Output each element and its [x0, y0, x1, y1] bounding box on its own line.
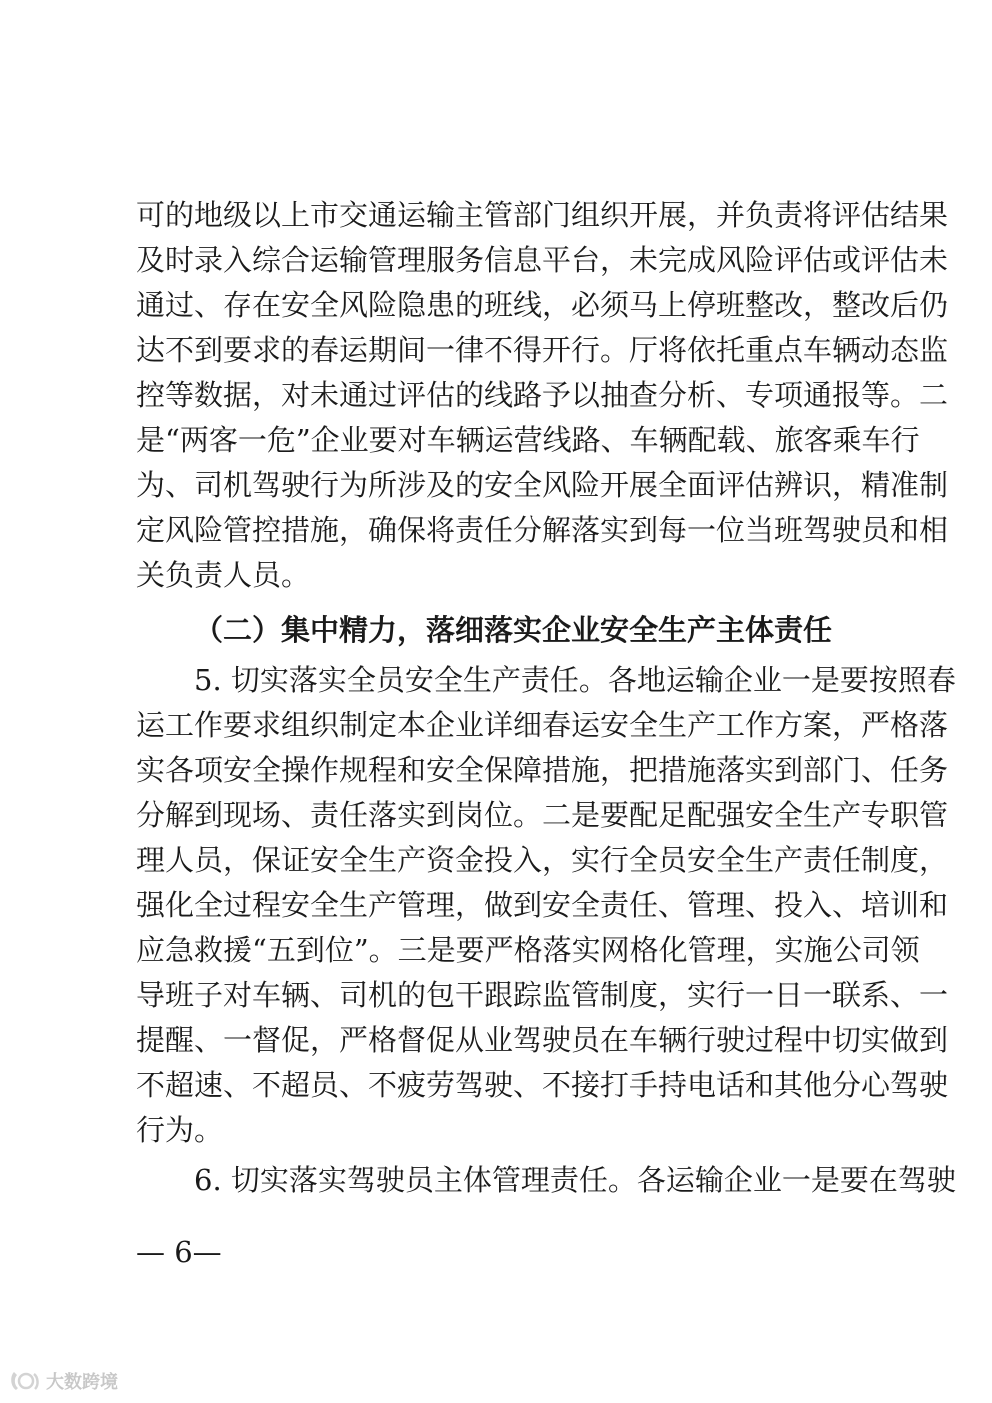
body-line-1: 可的地级以上市交通运输主管部门组织开展，并负责将评估结果 [136, 198, 949, 232]
paragraph-5-line-5: 理人员，保证安全生产资金投入，实行全员安全生产责任制度， [136, 843, 949, 877]
body-line-7: 为、司机驾驶行为所涉及的安全风险开展全面评估辨识，精准制 [136, 468, 949, 502]
watermark-logo-icon [8, 1368, 42, 1394]
page-number: — 6— [136, 1235, 222, 1269]
paragraph-5-line-1: 5. 切实落实全员安全生产责任。各地运输企业一是要按照春 [194, 663, 956, 697]
body-line-4: 达不到要求的春运期间一律不得开行。厅将依托重点车辆动态监 [136, 333, 949, 367]
watermark-text: 大数跨境 [46, 1372, 118, 1393]
paragraph-5-line-7: 应急救援“五到位”。三是要严格落实网格化管理，实施公司领 [136, 933, 920, 967]
paragraph-5-line-10: 不超速、不超员、不疲劳驾驶、不接打手持电话和其他分心驾驶 [136, 1068, 949, 1102]
watermark [8, 1368, 118, 1394]
paragraph-5-line-6: 强化全过程安全生产管理，做到安全责任、管理、投入、培训和 [136, 888, 949, 922]
paragraph-5-line-2: 运工作要求组织制定本企业详细春运安全生产工作方案，严格落 [136, 708, 949, 742]
section-heading: （二）集中精力，落细落实企业安全生产主体责任 [194, 613, 833, 647]
paragraph-5-line-11: 行为。 [136, 1113, 224, 1147]
body-line-3: 通过、存在安全风险隐患的班线，必须马上停班整改，整改后仍 [136, 288, 949, 322]
body-line-9: 关负责人员。 [136, 558, 311, 592]
body-line-8: 定风险管控措施，确保将责任分解落实到每一位当班驾驶员和相 [136, 513, 949, 547]
paragraph-5-line-8: 导班子对车辆、司机的包干跟踪监管制度，实行一日一联系、一 [136, 978, 949, 1012]
body-line-6: 是“两客一危”企业要对车辆运营线路、车辆配载、旅客乘车行 [136, 423, 920, 457]
body-line-5: 控等数据，对未通过评估的线路予以抽查分析、专项通报等。二 [136, 378, 949, 412]
paragraph-6-line-1: 6. 切实落实驾驶员主体管理责任。各运输企业一是要在驾驶 [194, 1163, 956, 1197]
paragraph-5-line-9: 提醒、一督促，严格督促从业驾驶员在车辆行驶过程中切实做到 [136, 1023, 949, 1057]
paragraph-5-line-3: 实各项安全操作规程和安全保障措施，把措施落实到部门、任务 [136, 753, 949, 787]
body-line-2: 及时录入综合运输管理服务信息平台，未完成风险评估或评估未 [136, 243, 949, 277]
paragraph-5-line-4: 分解到现场、责任落实到岗位。二是要配足配强安全生产专职管 [136, 798, 949, 832]
